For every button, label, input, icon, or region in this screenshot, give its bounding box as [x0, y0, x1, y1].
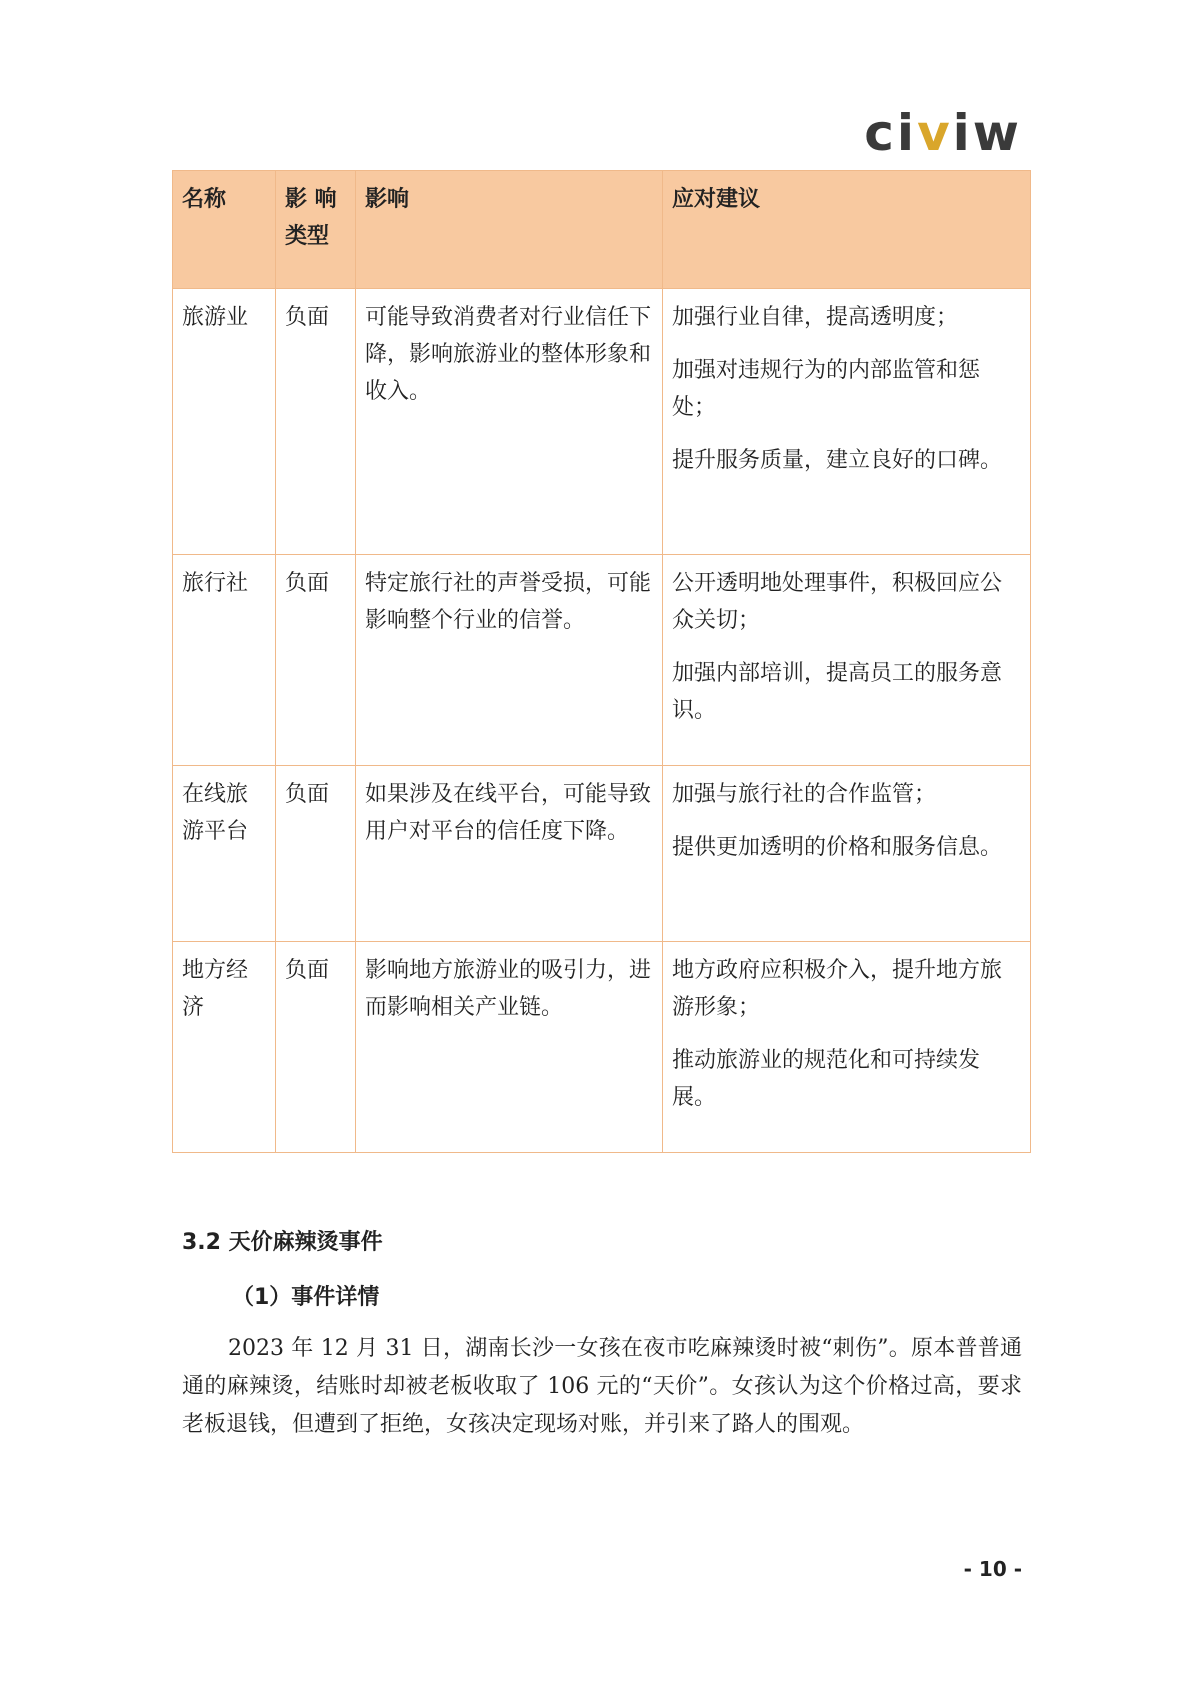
suggestion-item: 加强对违规行为的内部监管和惩处；: [672, 358, 981, 420]
cell-name: 旅行社: [173, 555, 276, 766]
cell-name: 地方经济: [173, 942, 276, 1153]
suggestion-item: 提升服务质量，建立良好的口碑。: [672, 448, 1003, 473]
cell-type: 负面: [276, 942, 356, 1153]
subsection-title: （1）事件详情: [232, 1285, 380, 1310]
cell-impact: 如果涉及在线平台，可能导致用户对平台的信任度下降。: [356, 766, 663, 942]
cell-name: 在线旅游平台: [173, 766, 276, 942]
cell-type: 负面: [276, 289, 356, 555]
cell-impact: 可能导致消费者对行业信任下降，影响旅游业的整体形象和收入。: [356, 289, 663, 555]
cell-name: 旅游业: [173, 289, 276, 555]
impact-table: [172, 170, 1031, 1153]
suggestion-item: 推动旅游业的规范化和可持续发展。: [672, 1048, 981, 1110]
table-row: [173, 289, 1031, 555]
cell-suggestions: [663, 289, 1031, 555]
table-row: [173, 555, 1031, 766]
header-suggestions: 应对建议: [663, 171, 1031, 289]
suggestion-item: 地方政府应积极介入，提升地方旅游形象；: [672, 958, 1003, 1020]
table-row: [173, 766, 1031, 942]
civiw-logo: civiw: [864, 104, 1022, 162]
cell-type: 负面: [276, 766, 356, 942]
header-impact-type: 影 响 类型: [276, 171, 356, 289]
suggestion-item: 公开透明地处理事件，积极回应公众关切；: [672, 571, 1003, 633]
cell-impact: 影响地方旅游业的吸引力，进而影响相关产业链。: [356, 942, 663, 1153]
suggestion-item: 加强与旅行社的合作监管；: [672, 782, 937, 807]
suggestion-item: 提供更加透明的价格和服务信息。: [672, 835, 1003, 860]
cell-type: 负面: [276, 555, 356, 766]
table-row: [173, 942, 1031, 1153]
suggestion-item: 加强内部培训，提高员工的服务意识。: [672, 661, 1003, 723]
suggestion-item: 加强行业自律，提高透明度；: [672, 305, 959, 330]
body-paragraph: 2023 年 12 月 31 日，湖南长沙一女孩在夜市吃麻辣烫时被“刺伤”。原本普普通通的麻辣烫，结账时却被老板收取了 106 元的“天价”。女孩认为这个价格过高，要求老板退钱，但遭到了拒绝，女孩决定现场对账，并引来了路人的围观。: [182, 1336, 1022, 1437]
cell-impact: 特定旅行社的声誉受损，可能影响整个行业的信誉。: [356, 555, 663, 766]
section-title: 3.2 天价麻辣烫事件: [182, 1230, 383, 1255]
header-name: 名称: [173, 171, 276, 289]
cell-suggestions: [663, 766, 1031, 942]
page-number: - 10 -: [963, 1557, 1022, 1581]
table-header-row: [173, 171, 1031, 289]
cell-suggestions: [663, 942, 1031, 1153]
header-impact: 影响: [356, 171, 663, 289]
cell-suggestions: [663, 555, 1031, 766]
